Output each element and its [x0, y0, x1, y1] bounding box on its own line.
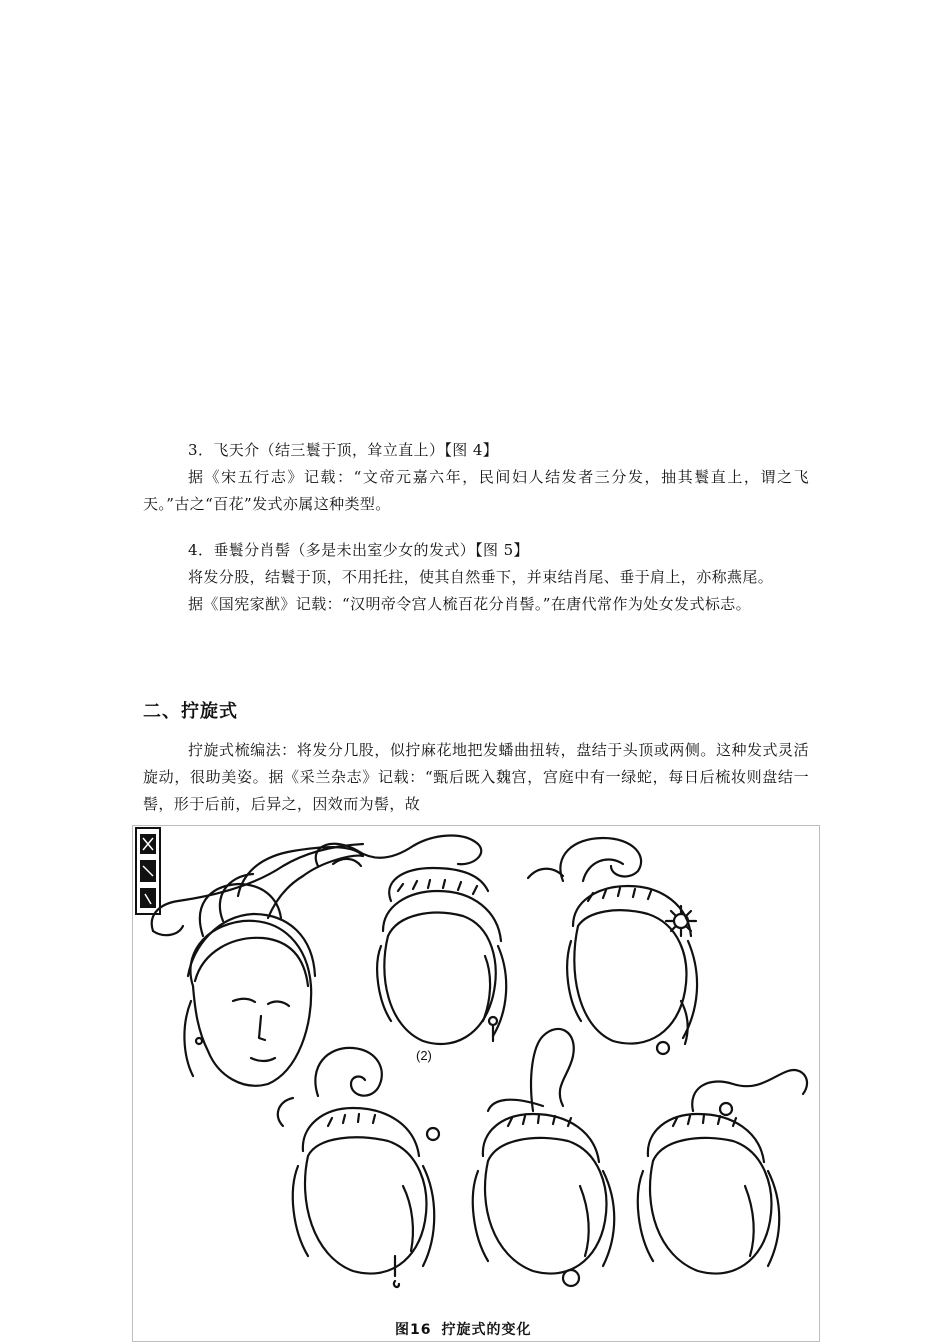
head-illustration-6 [638, 1070, 807, 1274]
figure-caption-number: 图16 [395, 1322, 432, 1338]
seal-stamp-icon [133, 826, 163, 916]
figure-sub-label: (2) [416, 1048, 432, 1063]
head-illustration-3 [528, 838, 697, 1054]
head-illustration-2 [316, 836, 506, 1044]
figure-caption [395, 1319, 541, 1339]
item-4-body-2: 据《国宪家猷》记载：“汉明帝令宫人梳百花分肖髻。”在唐代常作为处女发式标志。 [188, 595, 752, 613]
item-3-block [143, 437, 809, 518]
item-4-body-1: 将发分股，结鬟于顶，不用托拄，使其自然垂下，并束结肖尾、垂于肩上，亦称燕尾。 [188, 568, 774, 586]
item-4-heading: 4．垂鬟分肖髻（多是未出室少女的发式）【图 5】 [188, 541, 529, 559]
head-illustration-5 [473, 1029, 614, 1286]
hairstyle-figure [132, 825, 820, 1342]
figure-caption-text: 拧旋式的变化 [441, 1322, 532, 1338]
section-2-body: 拧旋式梳编法：将发分几股，似拧麻花地把发蟠曲扭转，盘结于头顶或两侧。这种发式灵活旋动，很助美姿。据《采兰杂志》记载：“甄后既入魏宫，宫庭中有一绿蛇，每日后梳妆则盘结一髻，形于后前，后异之，因效而为髻，故 [143, 741, 809, 813]
head-illustration-1 [152, 844, 363, 1086]
hairstyle-illustrations [133, 826, 820, 1342]
item-3-body: 据《宋五行志》记载：“文帝元嘉六年，民间妇人结发者三分发，抽其鬟直上，谓之飞天。”古之“百花”发式亦属这种类型。 [143, 468, 809, 513]
section-2-block [143, 737, 809, 818]
item-4-block [143, 537, 809, 618]
head-illustration-4 [278, 1048, 439, 1287]
section-2-title: 二、拧旋式 [143, 701, 238, 722]
item-3-heading: 3．飞天介（结三鬟于顶，耸立直上）【图 4】 [188, 441, 499, 459]
